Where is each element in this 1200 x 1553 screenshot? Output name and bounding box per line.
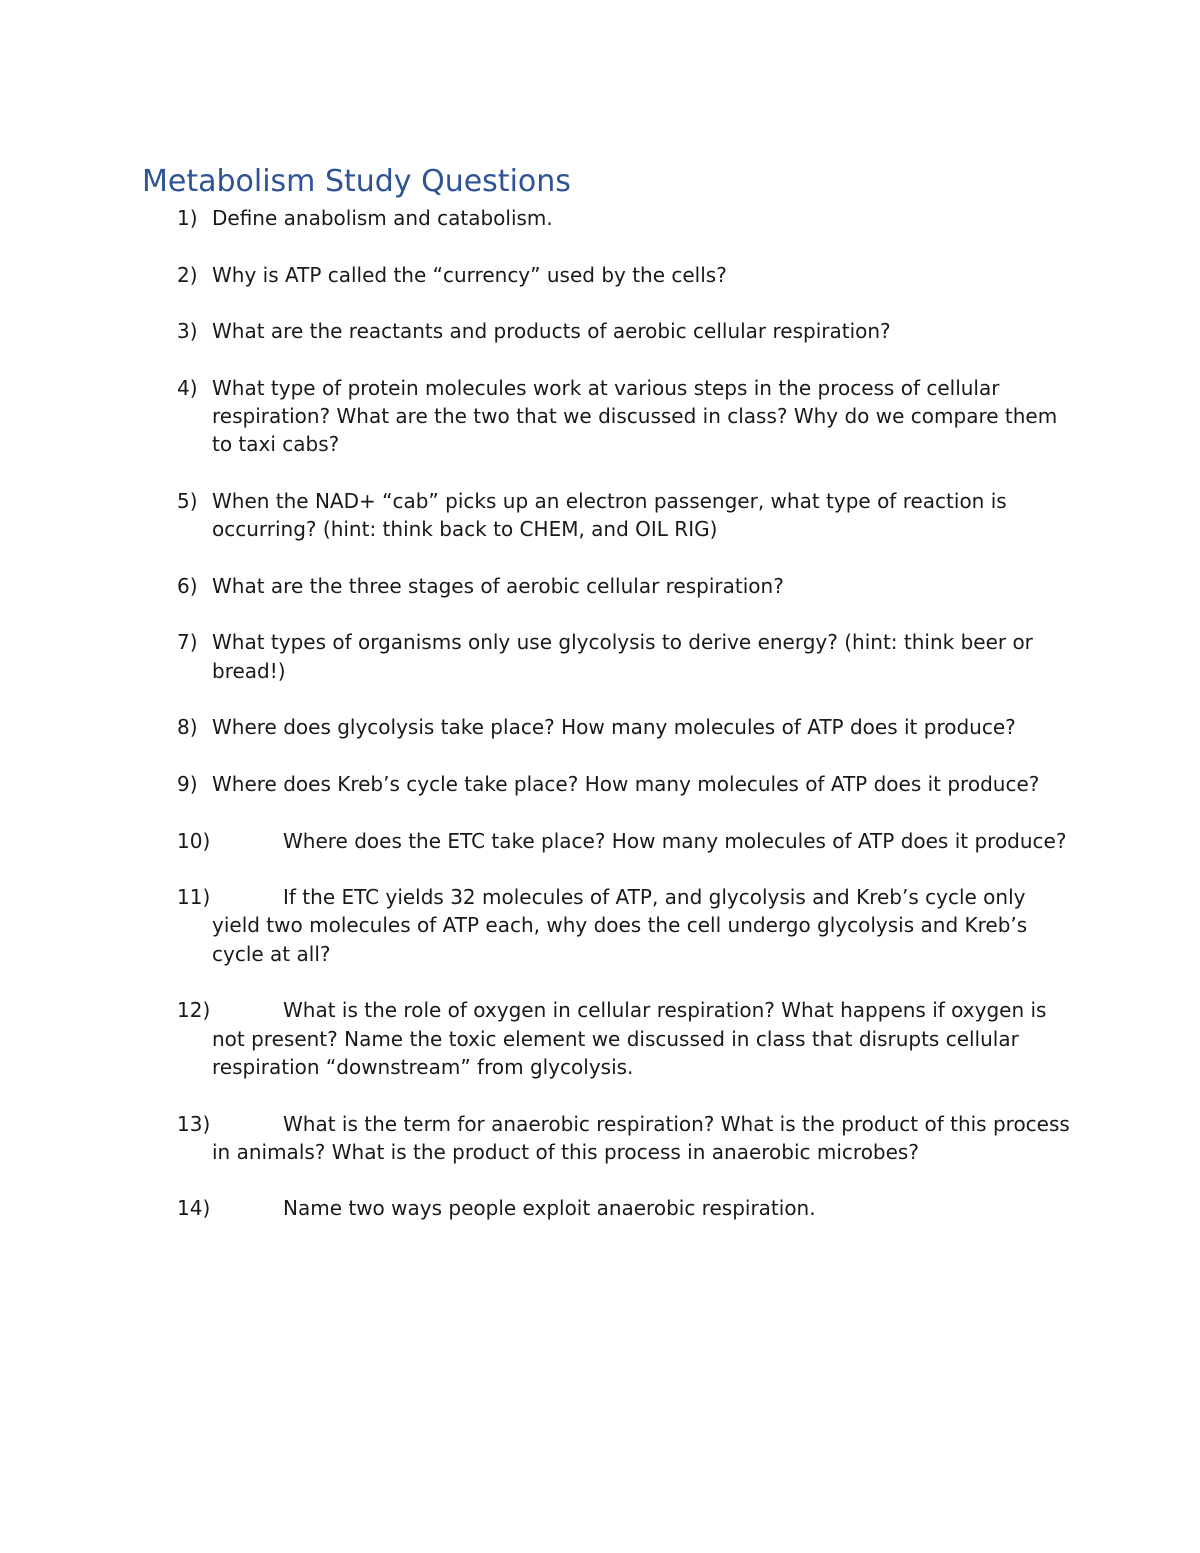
question-number: 3) bbox=[177, 319, 198, 344]
question-number: 6) bbox=[177, 573, 198, 598]
question-item bbox=[0, 572, 1072, 600]
question-item bbox=[0, 770, 1072, 798]
question-item bbox=[0, 996, 1072, 1081]
question-text: When the NAD+ “cab” picks up an electron passenger, what type of reaction is occurring? (hint: think back to CHEM, and OIL RIG) bbox=[212, 488, 1007, 542]
question-text: If the ETC yields 32 molecules of ATP, and glycolysis and Kreb’s cycle only yield two molecules of ATP each, why does the cell undergo glycolysis and Kreb’s cycle at all? bbox=[212, 885, 1028, 966]
question-number: 10) bbox=[177, 828, 211, 853]
question-list bbox=[0, 204, 1200, 1251]
question-text: Where does glycolysis take place? How many molecules of ATP does it produce? bbox=[212, 715, 1016, 740]
question-number: 5) bbox=[177, 488, 198, 513]
question-item bbox=[0, 374, 1072, 459]
question-number: 13) bbox=[177, 1111, 211, 1136]
question-item bbox=[0, 1194, 1072, 1222]
page-title: Metabolism Study Questions bbox=[142, 164, 571, 199]
question-item bbox=[0, 713, 1072, 741]
question-number: 14) bbox=[177, 1196, 211, 1221]
question-item bbox=[0, 487, 1072, 544]
question-item bbox=[0, 204, 1072, 232]
question-number: 8) bbox=[177, 715, 198, 740]
question-text: What is the role of oxygen in cellular respiration? What happens if oxygen is not present? Name the toxic element we discussed in class that disrupts cellular respiration “downstream” from glycolysis. bbox=[212, 998, 1047, 1079]
question-text: What is the term for anaerobic respiration? What is the product of this process in animals? What is the product of this process in anaerobic microbes? bbox=[212, 1111, 1070, 1164]
question-item bbox=[0, 883, 1072, 968]
question-number: 7) bbox=[177, 630, 198, 655]
question-number: 12) bbox=[177, 998, 211, 1023]
question-number: 4) bbox=[177, 375, 198, 400]
question-text: Why is ATP called the “currency” used by the cells? bbox=[212, 262, 727, 287]
question-number: 9) bbox=[177, 771, 198, 796]
question-text: Define anabolism and catabolism. bbox=[212, 206, 553, 230]
question-text: What are the reactants and products of aerobic cellular respiration? bbox=[212, 319, 891, 344]
question-item bbox=[0, 317, 1072, 345]
question-item bbox=[0, 827, 1072, 855]
question-number: 1) bbox=[177, 206, 198, 230]
question-text: What are the three stages of aerobic cellular respiration? bbox=[212, 573, 784, 598]
question-text: What types of organisms only use glycolysis to derive energy? (hint: think beer or bread!) bbox=[212, 630, 1033, 683]
question-number: 2) bbox=[177, 262, 198, 287]
question-item bbox=[0, 261, 1072, 289]
question-text: What type of protein molecules work at various steps in the process of cellular respiration? What are the two that we discussed in class? Why do we compare them to taxi cabs? bbox=[212, 375, 1058, 457]
question-item bbox=[0, 1110, 1072, 1167]
question-text: Where does the ETC take place? How many molecules of ATP does it produce? bbox=[283, 828, 1067, 853]
question-text: Name two ways people exploit anaerobic respiration. bbox=[283, 1196, 816, 1221]
question-text: Where does Kreb’s cycle take place? How many molecules of ATP does it produce? bbox=[212, 771, 1040, 796]
question-number: 11) bbox=[177, 885, 211, 910]
question-item bbox=[0, 628, 1072, 685]
